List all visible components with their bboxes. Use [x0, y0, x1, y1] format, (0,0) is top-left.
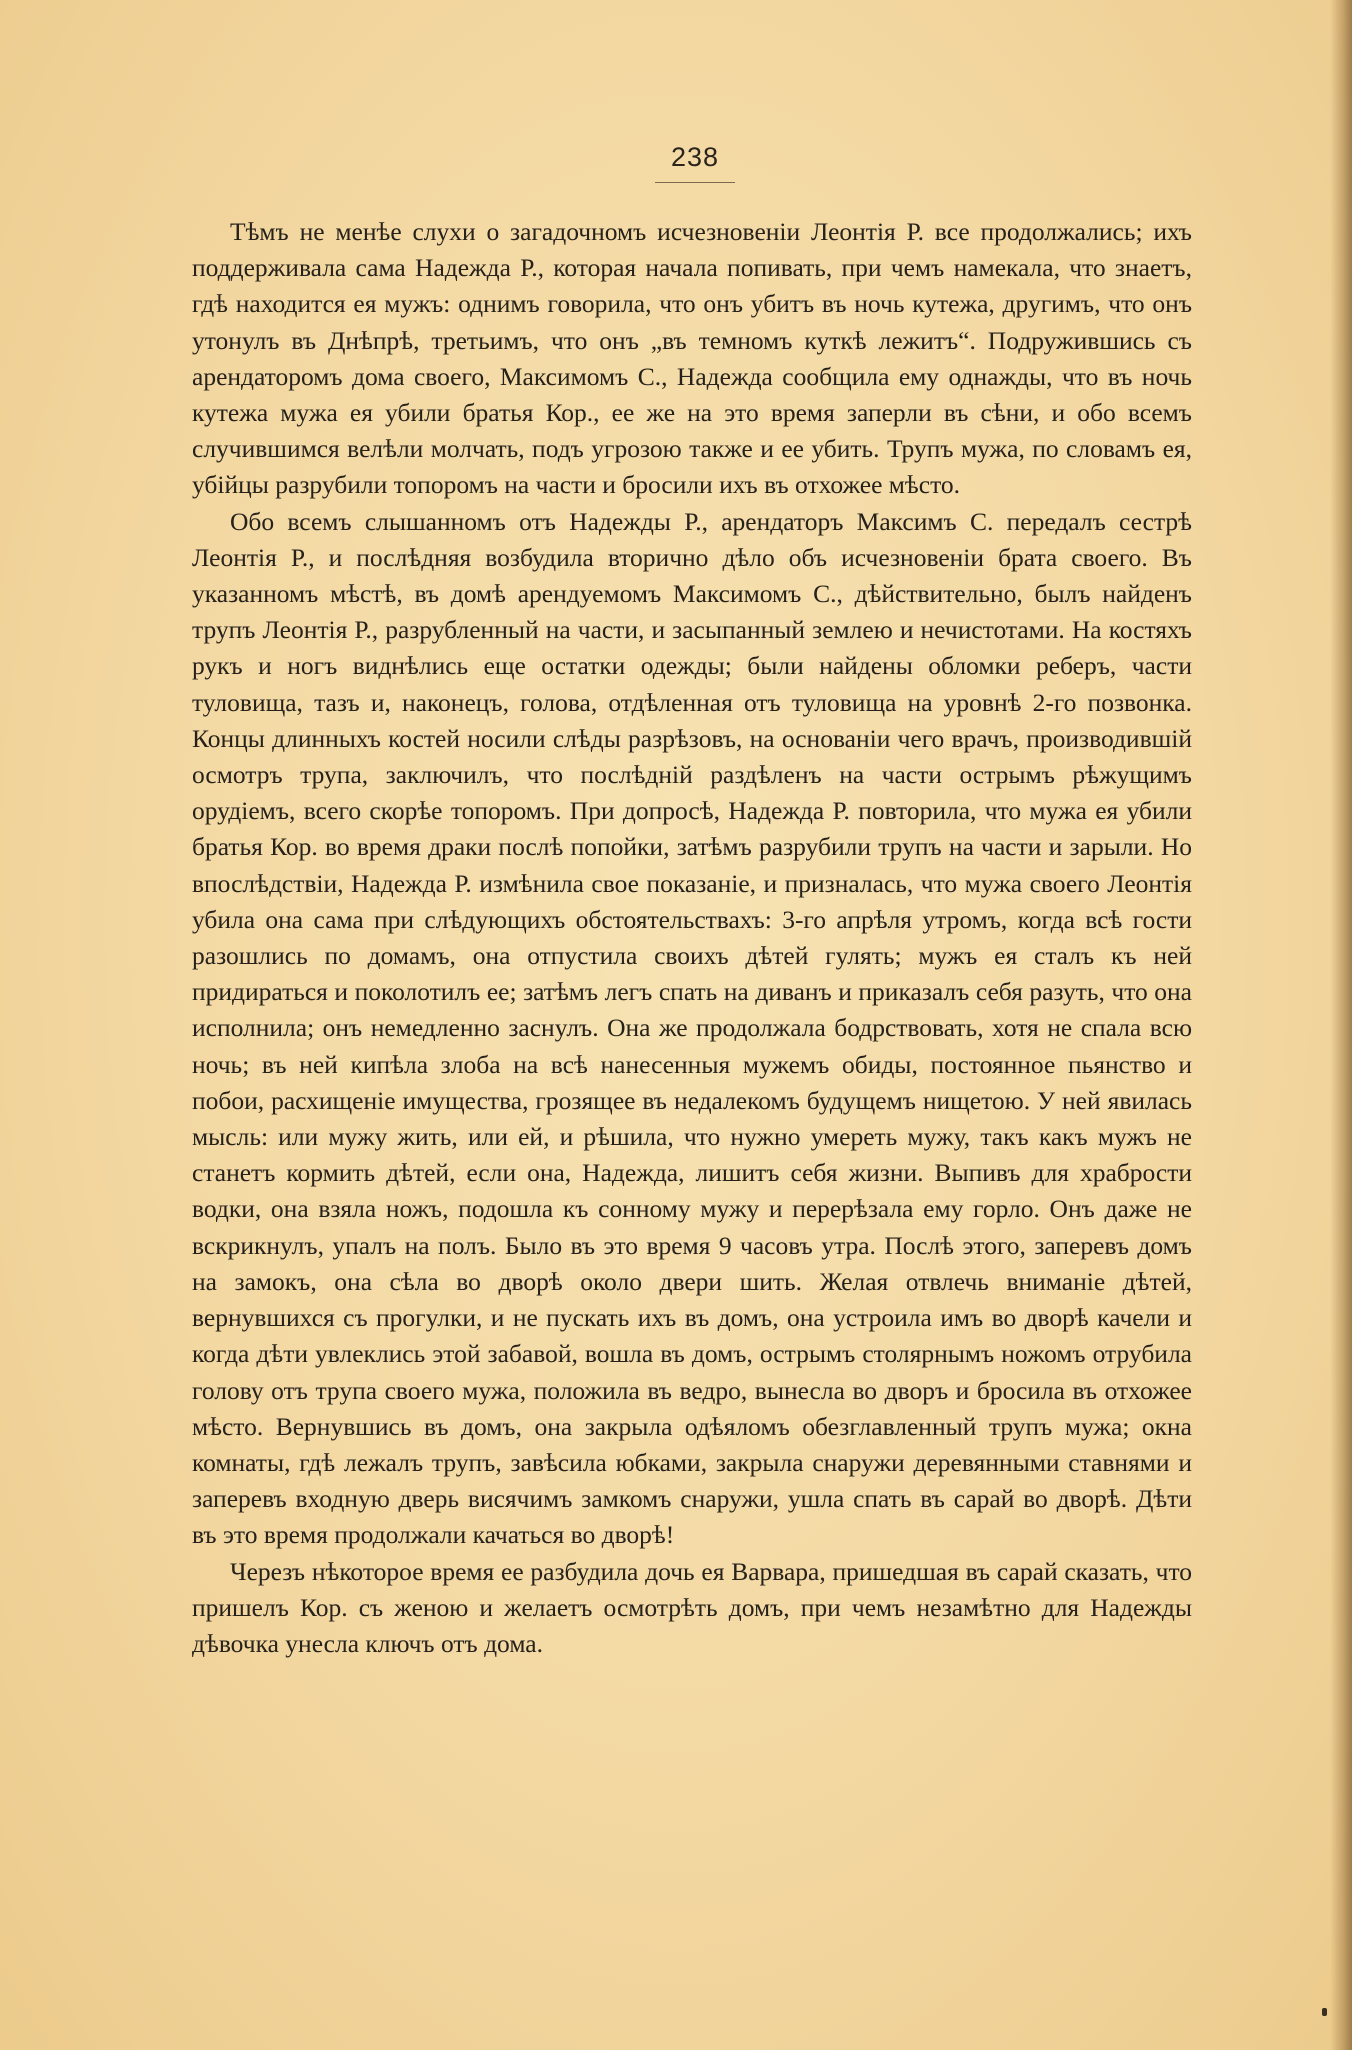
page-number: 238	[670, 142, 720, 172]
ink-speck	[1322, 2008, 1327, 2016]
page-number-rule	[655, 182, 735, 183]
binding-shadow	[1330, 0, 1352, 2050]
body-text	[192, 214, 1192, 1662]
paragraph-1: Тѣмъ не менѣе слухи о загадочномъ исчезновенiи Леонтiя Р. все продолжались; ихъ поддерживала сама Надежда Р., которая начала попивать, при чемъ намекала, что знаетъ, гдѣ находится ея мужъ: однимъ говорила, что онъ убитъ въ ночь кутежа, другимъ, что онъ утонулъ въ Днѣпрѣ, третьимъ, что онъ „въ темномъ куткѣ лежитъ“. Подружившись съ арендаторомъ дома своего, Максимомъ С., Надежда сообщила ему однажды, что въ ночь кутежа мужа ея убили братья Кор., ее же на это время заперли въ сѣни, и обо всемъ случившимся велѣли молчать, подъ угрозою также и ее убить. Трупъ мужа, по словамъ ея, убiйцы разрубили топоромъ на части и бросили ихъ въ отхожее мѣсто.	[192, 217, 1192, 500]
paragraph-2: Обо всемъ слышанномъ отъ Надежды Р., арендаторъ Максимъ С. передалъ сестрѣ Леонтiя Р., и послѣдняя возбудила вторично дѣло объ исчезновенiи брата своего. Въ указанномъ мѣстѣ, въ домѣ арендуемомъ Максимомъ С., дѣйствительно, былъ найденъ трупъ Леонтiя Р., разрубленный на части, и засыпанный землею и нечистотами. На костяхъ рукъ и ногъ виднѣлись еще остатки одежды; были найдены обломки реберъ, части туловища, тазъ и, наконецъ, голова, отдѣленная отъ туловища на уровнѣ 2-го позвонка. Концы длинныхъ костей носили слѣды разрѣзовъ, на основанiи чего врачъ, производившiй осмотръ трупа, заключилъ, что послѣднiй раздѣленъ на части острымъ рѣжущимъ орудiемъ, всего скорѣе топоромъ. При допросѣ, Надежда Р. повторила, что мужа ея убили братья Кор. во время драки послѣ попойки, затѣмъ разрубили трупъ на части и зарыли. Но впослѣдствiи, Надежда Р. измѣнила свое показанiе, и призналась, что мужа своего Леонтiя убила она сама при слѣдующихъ обстоятельствахъ: 3-го апрѣля утромъ, когда всѣ гости разошлись по домамъ, она отпустила своихъ дѣтей гулять; мужъ ея сталъ къ ней придираться и поколотилъ ее; затѣмъ легъ спать на диванъ и приказалъ себя разуть, что она исполнила; онъ немедленно заснулъ. Она же продолжала бодрствовать, хотя не спала всю ночь; въ ней кипѣла злоба на всѣ нанесенныя мужемъ обиды, постоянное пьянство и побои, расхищенiе имущества, грозящее въ недалекомъ будущемъ нищетою. У ней явилась мысль: или мужу жить, или ей, и рѣшила, что нужно умереть мужу, такъ какъ мужъ не станетъ кормить дѣтей, если она, Надежда, лишитъ себя жизни. Выпивъ для храбрости водки, она взяла ножъ, подошла къ сонному мужу и перерѣзала ему горло. Онъ даже не вскрикнулъ, упалъ на полъ. Было въ это время 9 часовъ утра. Послѣ этого, заперевъ домъ на замокъ, она сѣла во дворѣ около двери шить. Желая отвлечь вниманiе дѣтей, вернувшихся съ прогулки, и не пускать ихъ въ домъ, она устроила имъ во дворѣ качели и когда дѣти увлеклись этой забавой, вошла въ домъ, острымъ столярнымъ ножомъ отрубила голову отъ трупа своего мужа, положила въ ведро, вынесла во дворъ и бросила въ отхожее мѣсто. Вернувшись въ домъ, она закрыла одѣяломъ обезглавленный трупъ мужа; окна комнаты, гдѣ лежалъ трупъ, завѣсила юбками, закрыла снаружи деревянными ставнями и заперевъ входную дверь висячимъ замкомъ снаружи, ушла спать въ сарай во дворѣ. Дѣти въ это время продолжали качаться во дворѣ!	[192, 506, 1192, 1550]
paragraph-3: Черезъ нѣкоторое время ее разбудила дочь ея Варвара, пришедшая въ сарай сказать, что пришелъ Кор. съ женою и желаетъ осмотрѣть домъ, при чемъ незамѣтно для Надежды дѣвочка унесла ключъ отъ дома.	[192, 1556, 1192, 1658]
